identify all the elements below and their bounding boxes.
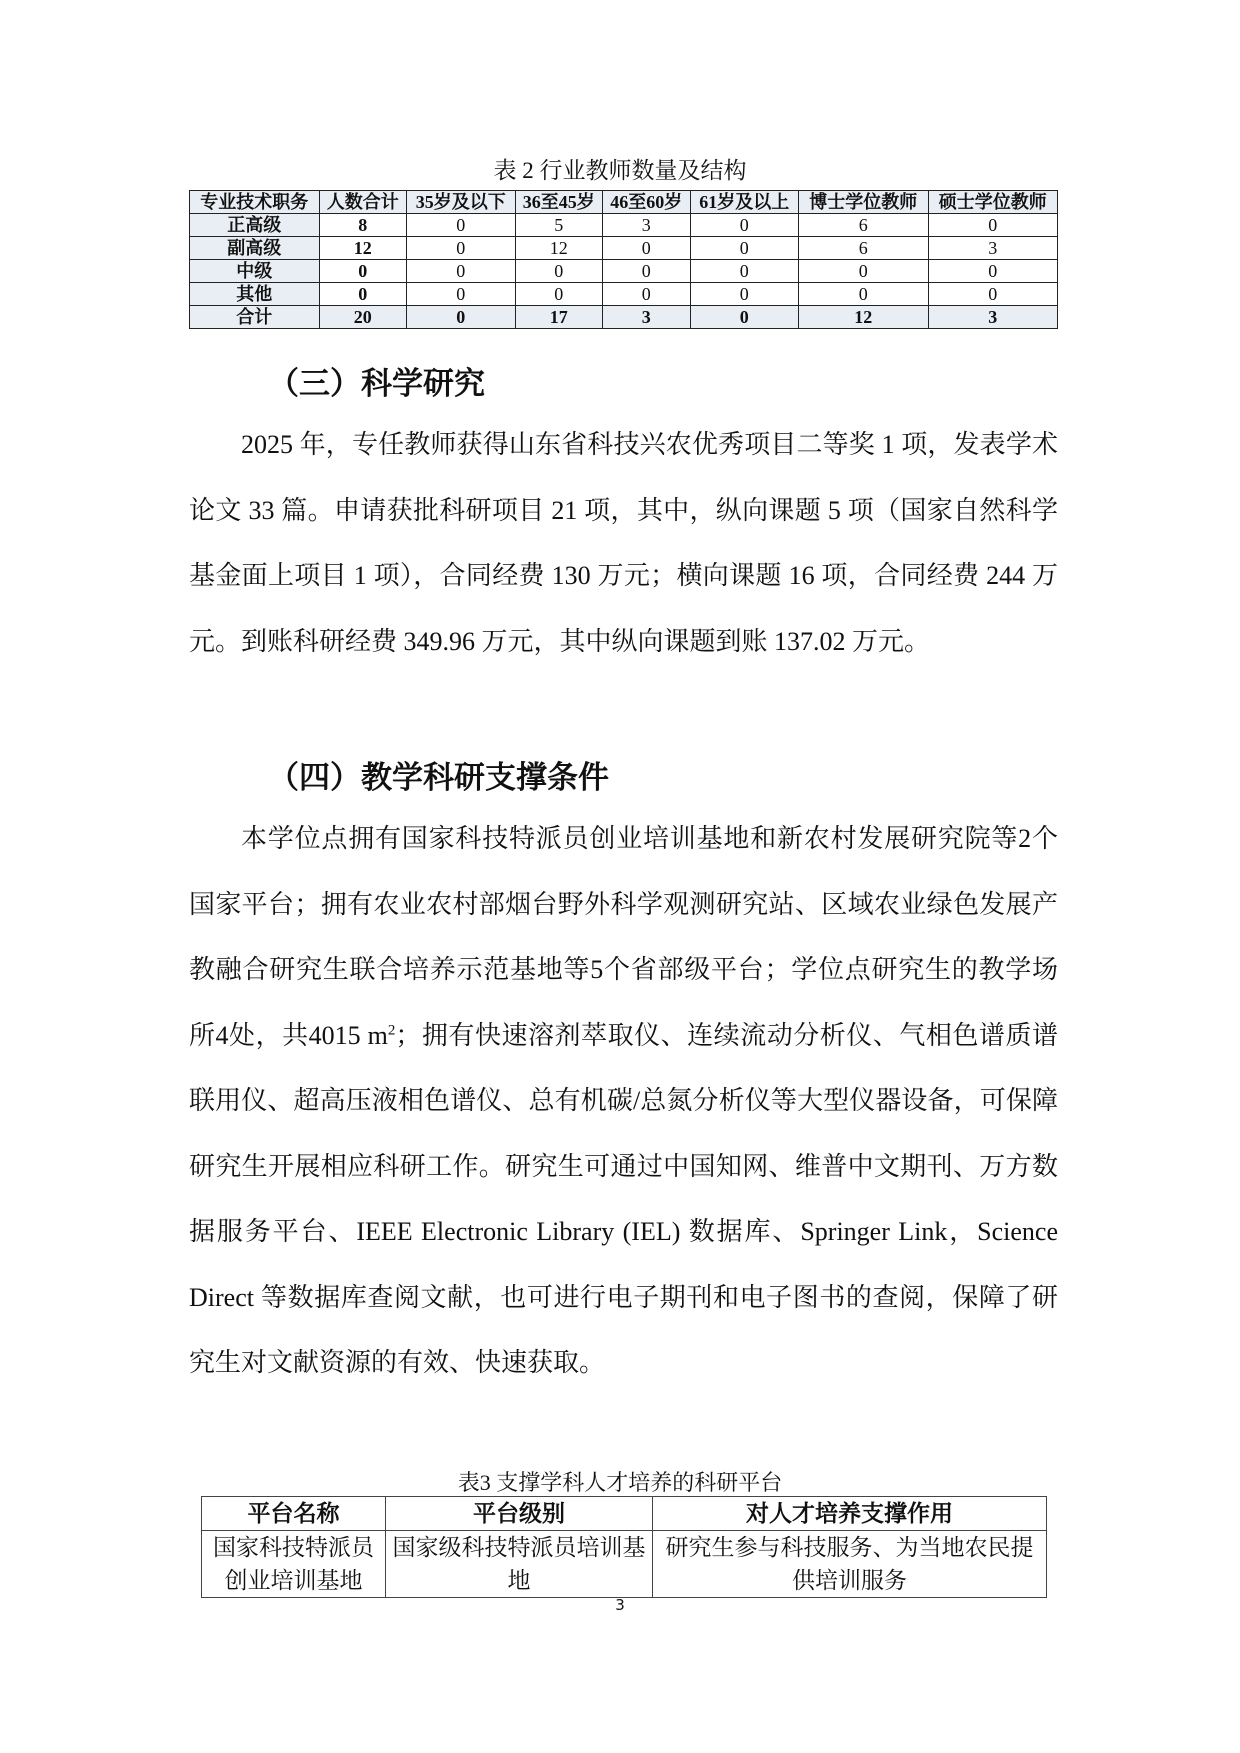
column-header: 人数合计 [319, 191, 407, 214]
table-row [202, 1531, 1047, 1598]
row-label: 副高级 [190, 237, 320, 260]
row-label: 合计 [190, 306, 320, 329]
table-cell: 0 [690, 214, 799, 237]
research-platform-table [201, 1496, 1047, 1598]
teacher-structure-table [189, 190, 1058, 329]
table-cell: 0 [319, 260, 407, 283]
table-cell: 3 [603, 214, 691, 237]
support-paragraph [189, 806, 1058, 1396]
table-cell: 0 [407, 306, 516, 329]
table3-caption: 表3 支撑学科人才培养的科研平台 [457, 1470, 783, 1495]
table-row [190, 260, 1058, 283]
table2-caption: 表 2 行业教师数量及结构 [493, 158, 747, 183]
table-cell: 0 [690, 283, 799, 306]
column-header: 硕士学位教师 [928, 191, 1058, 214]
table-cell: 0 [799, 260, 929, 283]
table-total-row [190, 306, 1058, 329]
table-cell: 0 [407, 237, 516, 260]
row-label: 中级 [190, 260, 320, 283]
table-cell: 0 [603, 237, 691, 260]
support-text-part1: 本学位点拥有国家科技特派员创业培训基地和新农村发展研究院等2个国家平台；拥有农业农村部烟台野外科学观测研究站、区域农业绿色发展产教融合研究生联合培养示范基地等5个省部级平台；学位点研究生的教学场所4处，共4015 m [189, 824, 1058, 1050]
table-cell: 0 [928, 260, 1058, 283]
table-cell: 0 [690, 237, 799, 260]
research-paragraph: 2025 年，专任教师获得山东省科技兴农优秀项目二等奖 1 项，发表学术论文 33 篇。申请获批科研项目 21 项，其中，纵向课题 5 项（国家自然科学基金面上项目 1 项），合同经费 130 万元；横向课题 16 项，合同经费 244 万元。到账科研经费 349.96 万元，其中纵向课题到账 137.02 万元。 [189, 430, 1058, 656]
table-cell: 12 [515, 237, 603, 260]
table-cell: 3 [928, 306, 1058, 329]
table-cell: 17 [515, 306, 603, 329]
table-header-row [190, 191, 1058, 214]
table-header-row [202, 1497, 1047, 1531]
table-cell: 国家级科技特派员培训基地 [386, 1531, 653, 1598]
table-cell: 0 [603, 283, 691, 306]
section-heading-research: （三）科学研究 [268, 366, 485, 401]
column-header: 35岁及以下 [407, 191, 516, 214]
column-header: 平台名称 [202, 1497, 386, 1531]
table-cell: 0 [515, 260, 603, 283]
table-row [190, 214, 1058, 237]
table-cell: 0 [928, 214, 1058, 237]
support-text-part2: ；拥有快速溶剂萃取仪、连续流动分析仪、气相色谱质谱联用仪、超高压液相色谱仪、总有机碳/总氮分析仪等大型仪器设备，可保障研究生开展相应科研工作。研究生可通过中国知网、维普中文期刊、万方数据服务平台、IEEE Electronic Library (IEL) 数据库、Springer Link，Science Direct 等数据库查阅文献，也可进行电子期刊和电子图书的查阅，保障了研究生对文献资源的有效、快速获取。 [189, 1020, 1058, 1377]
table-cell: 0 [690, 260, 799, 283]
row-label: 正高级 [190, 214, 320, 237]
table-cell: 0 [407, 283, 516, 306]
table-cell: 5 [515, 214, 603, 237]
column-header: 36至45岁 [515, 191, 603, 214]
column-header: 博士学位教师 [799, 191, 929, 214]
column-header: 平台级别 [386, 1497, 653, 1531]
table-row [190, 237, 1058, 260]
table-cell: 0 [928, 283, 1058, 306]
column-header: 对人才培养支撑作用 [653, 1497, 1047, 1531]
table-cell: 0 [690, 306, 799, 329]
table-cell: 国家科技特派员创业培训基地 [202, 1531, 386, 1598]
section-heading-support: （四）教学科研支撑条件 [268, 760, 609, 795]
table-cell: 0 [319, 283, 407, 306]
superscript: 2 [387, 1021, 396, 1038]
column-header: 46至60岁 [603, 191, 691, 214]
row-label: 其他 [190, 283, 320, 306]
table-cell: 3 [928, 237, 1058, 260]
table-cell: 8 [319, 214, 407, 237]
table-row [190, 283, 1058, 306]
table-cell: 12 [319, 237, 407, 260]
column-header: 专业技术职务 [190, 191, 320, 214]
column-header: 61岁及以上 [690, 191, 799, 214]
table-cell: 6 [799, 214, 929, 237]
table-cell: 12 [799, 306, 929, 329]
table-cell: 6 [799, 237, 929, 260]
table-cell: 0 [799, 283, 929, 306]
table-cell: 0 [407, 260, 516, 283]
table-cell: 20 [319, 306, 407, 329]
table-cell: 0 [407, 214, 516, 237]
page-number: 3 [615, 1596, 625, 1614]
table-cell: 0 [603, 260, 691, 283]
table-cell: 0 [515, 283, 603, 306]
table-cell: 3 [603, 306, 691, 329]
table-cell: 研究生参与科技服务、为当地农民提供培训服务 [653, 1531, 1047, 1598]
